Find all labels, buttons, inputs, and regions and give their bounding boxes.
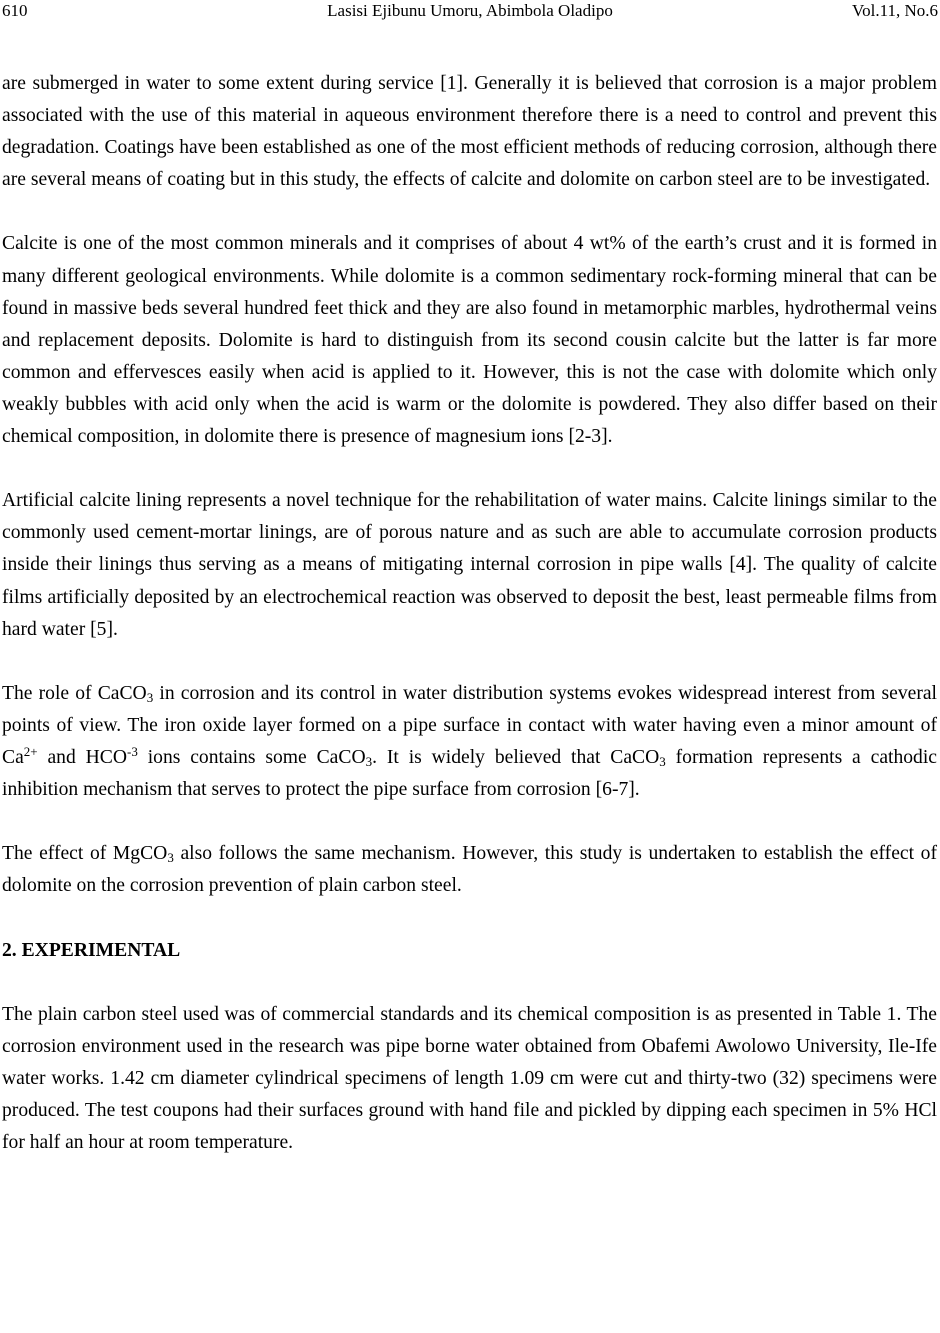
paragraph-mgco3-effect: The effect of MgCO$_3$ also follows the same mechanism. However, this study is undertaken to establish the effect of dolomite on the corrosion prevention of plain carbon steel.: [2, 843, 937, 897]
paragraph-calcite-lining: Artificial calcite lining represents a novel technique for the rehabilitation of water mains. Calcite linings similar to the commonly used cement-mortar linings, are of porous nature and as such are able to accumulate corrosion products inside their linings thus serving as a means of mitigating internal corrosion in pipe walls [4]. The quality of calcite films artificially deposited by an electrochemical reaction was observed to deposit the best, least permeable films from hard water [5].: [2, 490, 937, 640]
section-heading: 2. EXPERIMENTAL: [2, 939, 181, 961]
paragraph-experimental: The plain carbon steel used was of commercial standards and its chemical composition is as presented in Table 1. The corrosion environment used in the research was pipe borne water obtained from Obafemi Awolowo University, Ile-Ife water works. 1.42 cm diameter cylindrical specimens of length 1.09 cm were cut and thirty-two (32) specimens were produced. The test coupons had their surfaces ground with hand file and pickled by dipping each specimen in 5% HCl for half an hour at room temperature.: [2, 1003, 937, 1154]
paragraph-intro-continued: are submerged in water to some extent during service [1]. Generally it is believed that corrosion is a major problem associated with the use of this material in aqueous environment therefore there is a need to control and prevent this degradation. Coatings have been established as one of the most efficient methods of reducing corrosion, although there are several means of coating but in this study, the effects of calcite and dolomite on carbon steel are to be investigated.: [2, 73, 937, 191]
running-header-authors: Lasisi Ejibunu Umoru, Abimbola Oladipo: [327, 1, 613, 20]
paragraph-calcite-dolomite: Calcite is one of the most common minerals and it comprises of about 4 wt% of the earth’s crust and it is formed in many different geological environments. While dolomite is a common sedimentary rock-forming mineral that can be found in massive beds several hundred feet thick and they are also found in metamorphic marbles, hydrothermal veins and replacement deposits. Dolomite is hard to distinguish from its second cousin calcite but the latter is far more common and effervesces easily when acid is applied to it. However, this is not the case with dolomite which only weakly bubbles with acid only when the acid is warm or the dolomite is powdered. They also differ based on their chemical composition, in dolomite there is presence of magnesium ions [2-3].: [2, 233, 937, 448]
journal-volume: Vol.11, No.6: [852, 1, 938, 20]
page-number: 610: [2, 1, 28, 20]
article-body: [2, 68, 937, 1159]
running-header: [0, 0, 940, 28]
paragraph-caco3-role: The role of CaCO$_3$ in corrosion and its control in water distribution systems evokes widespread interest from several points of view. The iron oxide layer formed on a pipe surface in contact with water having even a minor amount of $Ca^{2+}$ and $HCO^{-3}$ ions contains some CaCO$_3$. It is widely believed that CaCO$_3$ formation represents a cathodic inhibition mechanism that serves to protect the pipe surface from corrosion [6-7].: [2, 682, 938, 801]
